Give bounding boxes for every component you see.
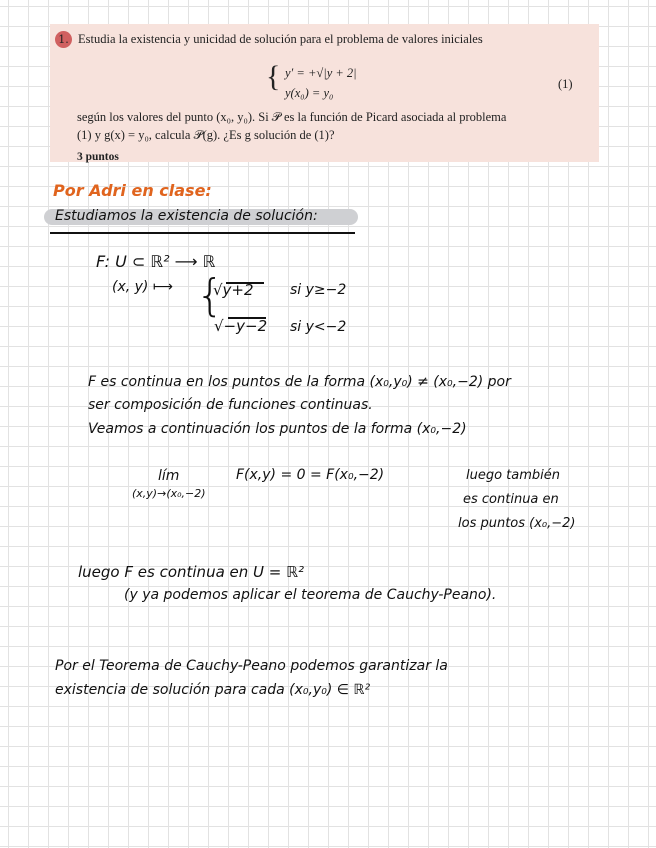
limit-note-line2: es continua en (463, 492, 559, 507)
equation-ode: y′ = +√|y + 2| (285, 66, 357, 80)
paragraph2-line1: luego F es continua en U = ℝ² (78, 563, 305, 581)
problem-followup-line-1: según los valores del punto (x₀, y₀). Si 𝒫 es la función de Picard asociada al problema (77, 110, 507, 124)
problem-statement: Estudia la existencia y unicidad de solución para el problema de valores iniciales (78, 32, 483, 46)
limit-word: lím (158, 468, 180, 484)
heading-underline (50, 232, 355, 234)
problem-followup-line-2: (1) y g(x) = y₀, calcula 𝒫(g). ¿Es g solución de (1)? (77, 128, 335, 142)
system-brace: { (266, 60, 281, 93)
limit-subscript: (x,y)→(x₀,−2) (132, 487, 206, 500)
case1-condition: si y≥−2 (290, 282, 347, 298)
case2-expression: √−y−2 (214, 317, 268, 335)
paragraph3-line2: existencia de solución para cada (x₀,y₀) ∈ ℝ² (55, 682, 371, 698)
piecewise-brace: { (196, 270, 224, 321)
equation-number: (1) (558, 77, 573, 91)
paragraph3-line1: Por el Teorema de Cauchy-Peano podemos garantizar la (55, 658, 448, 674)
notes-heading: Estudiamos la existencia de solución: (55, 208, 318, 224)
notes-author: Por Adri en clase: (53, 181, 212, 200)
limit-equation: F(x,y) = 0 = F(x₀,−2) (236, 467, 385, 483)
problem-number-badge: 1. (55, 31, 72, 48)
paragraph2-line2: (y ya podemos aplicar el teorema de Cauchy-Peano). (124, 587, 497, 603)
paragraph1-line3: Veamos a continuación los puntos de la forma (x₀,−2) (88, 421, 467, 437)
paragraph1-line1: F es continua en los puntos de la forma (x₀,y₀) ≠ (x₀,−2) por (88, 374, 511, 390)
function-definition: F: U ⊂ ℝ² ⟶ ℝ (96, 252, 216, 271)
points-label: 3 puntos (77, 151, 119, 163)
case1-expression: √y+2 (213, 281, 254, 299)
case2-condition: si y<−2 (290, 319, 347, 335)
function-map: (x, y) ⟼ (112, 279, 173, 295)
limit-note-line3: los puntos (x₀,−2) (458, 516, 576, 531)
limit-note-line1: luego también (466, 468, 561, 483)
equation-initial-condition: y(x₀) = y₀ (285, 86, 334, 100)
paragraph1-line2: ser composición de funciones continuas. (88, 397, 373, 413)
